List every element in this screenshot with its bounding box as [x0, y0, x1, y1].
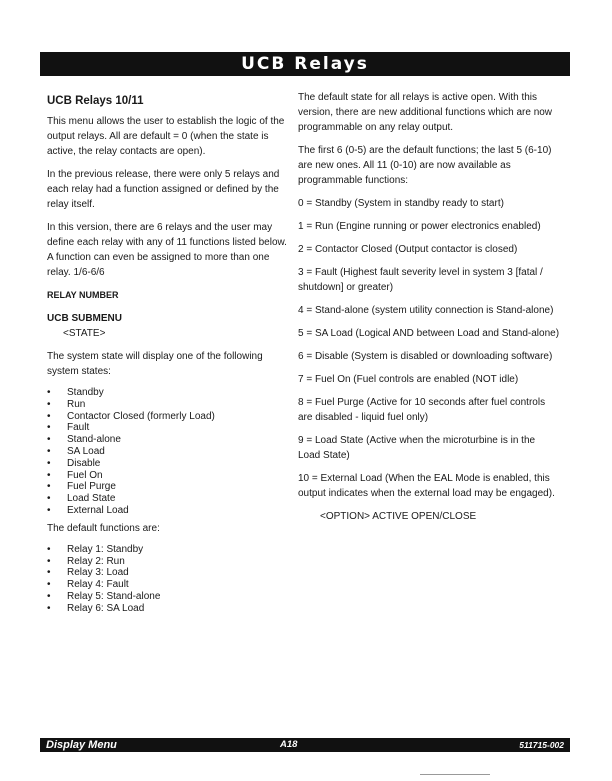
scan-artifact-line [420, 774, 490, 775]
functions-intro-paragraph: The first 6 (0-5) are the default functions; the last 5 (6-10) are new ones. All 11 (0-10) are now available as programmable functions: [298, 145, 552, 186]
list-item: • Stand-alone [47, 434, 287, 446]
list-item: • Load State [47, 493, 287, 505]
previous-release-paragraph: In the previous release, there were only 5 relays and each relay had a function assigned or defined by the relay itself. [47, 169, 280, 210]
function-item: 5 = SA Load (Logical AND between Load and Stand-alone) [298, 328, 560, 339]
state-label: <STATE> [63, 328, 106, 339]
footer-page-number: A18 [280, 739, 298, 750]
default-functions-list [47, 544, 287, 615]
list-item: • Fuel On [47, 470, 287, 482]
relay-number-label: RELAY NUMBER [47, 290, 119, 300]
footer-doc-number: 511715-002 [519, 740, 564, 750]
list-item: • Standby [47, 387, 287, 399]
list-item: • Relay 2: Run [47, 556, 287, 568]
system-states-list [47, 387, 287, 517]
list-item: • Relay 1: Standby [47, 544, 287, 556]
list-item: • Fault [47, 422, 287, 434]
list-item: • Fuel Purge [47, 481, 287, 493]
function-item: 1 = Run (Engine running or power electronics enabled) [298, 221, 541, 232]
function-item: 7 = Fuel On (Fuel controls are enabled (NOT idle) [298, 374, 519, 385]
defaults-intro: The default functions are: [47, 522, 160, 534]
list-item: • Run [47, 399, 287, 411]
list-item: • Relay 5: Stand-alone [47, 591, 287, 603]
page-banner-title: UCB Relays [40, 52, 570, 76]
function-item: 3 = Fault (Highest fault severity level in system 3 [fatal / shutdown] or greater) [298, 267, 543, 293]
function-item: 9 = Load State (Active when the microturbine is in the Load State) [298, 435, 536, 461]
function-item: 4 = Stand-alone (system utility connection is Stand-alone) [298, 305, 554, 316]
submenu-heading: UCB SUBMENU [47, 313, 122, 324]
this-version-paragraph: In this version, there are 6 relays and the user may define each relay with any of 11 functions listed below. A function can even be assigned to more than one relay. 1/6-6/6 [47, 222, 287, 278]
left-column [47, 90, 287, 619]
list-item: • Relay 6: SA Load [47, 603, 287, 615]
intro-paragraph: This menu allows the user to establish the logic of the output relays. All are default = 0 (when the state is active, the relay contacts are open). [47, 116, 285, 157]
list-item: • External Load [47, 505, 287, 517]
right-column [298, 90, 560, 524]
section-heading: UCB Relays 10/11 [47, 95, 144, 107]
function-item: 8 = Fuel Purge (Active for 10 seconds after fuel controls are disabled - liquid fuel only) [298, 397, 546, 423]
function-item: 0 = Standby (System in standby ready to start) [298, 198, 504, 209]
footer-section: Display Menu [46, 739, 117, 751]
states-intro: The system state will display one of the following system states: [47, 351, 263, 377]
list-item: • Disable [47, 458, 287, 470]
function-item: 10 = External Load (When the EAL Mode is enabled, this output indicates when the external load may be engaged). [298, 473, 555, 499]
option-line: <OPTION> ACTIVE OPEN/CLOSE [320, 511, 477, 522]
list-item: • Relay 4: Fault [47, 579, 287, 591]
function-item: 6 = Disable (System is disabled or downloading software) [298, 351, 553, 362]
list-item: • Contactor Closed (formerly Load) [47, 411, 287, 423]
default-state-paragraph: The default state for all relays is active open. With this version, there are new additional functions which are now programmable on any relay output. [298, 92, 553, 133]
function-item: 2 = Contactor Closed (Output contactor is closed) [298, 244, 518, 255]
list-item: • SA Load [47, 446, 287, 458]
page-footer [40, 738, 570, 752]
list-item: • Relay 3: Load [47, 567, 287, 579]
